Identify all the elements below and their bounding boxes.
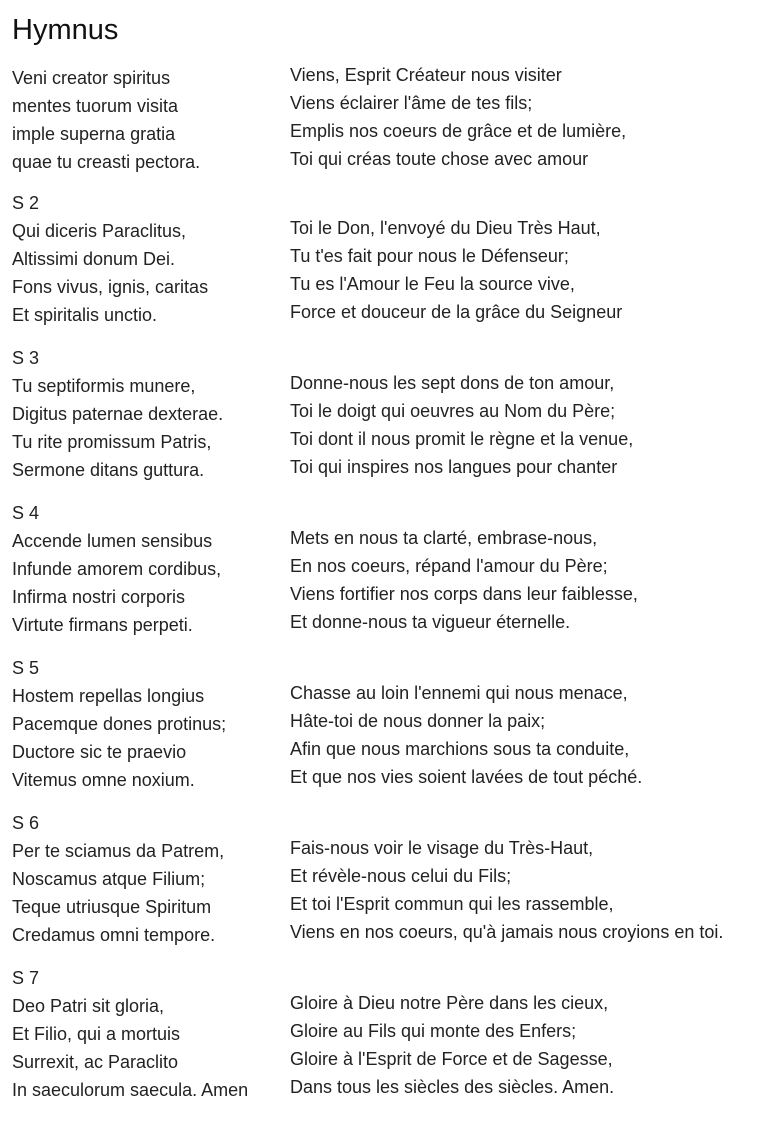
page-title: Hymnus bbox=[12, 14, 119, 46]
french-line: Emplis nos coeurs de grâce et de lumière, bbox=[290, 121, 627, 141]
latin-column bbox=[12, 527, 290, 639]
latin-line: Infirma nostri corporis bbox=[12, 587, 186, 607]
latin-line: Surrexit, ac Paraclito bbox=[12, 1052, 179, 1072]
stanza-1 bbox=[12, 64, 760, 176]
latin-column bbox=[12, 682, 290, 794]
latin-line: Deo Patri sit gloria, bbox=[12, 996, 165, 1016]
french-line: Dans tous les siècles des siècles. Amen. bbox=[290, 1077, 615, 1097]
latin-line: Teque utriusque Spiritum bbox=[12, 897, 212, 917]
stanza-7 bbox=[12, 968, 760, 1104]
latin-line: Hostem repellas longius bbox=[12, 686, 205, 706]
stanza-lines bbox=[12, 527, 760, 639]
stanza-5 bbox=[12, 658, 760, 794]
stanza-lines bbox=[12, 992, 760, 1104]
french-line: Fais-nous voir le visage du Très-Haut, bbox=[290, 838, 594, 858]
latin-line: In saeculorum saecula. Amen bbox=[12, 1080, 249, 1100]
stanza-lines bbox=[12, 64, 760, 176]
french-line: Toi qui inspires nos langues pour chanter bbox=[290, 457, 618, 477]
french-line: Chasse au loin l'ennemi qui nous menace, bbox=[290, 683, 628, 703]
french-line: Et toi l'Esprit commun qui les rassemble, bbox=[290, 894, 614, 914]
french-column bbox=[290, 217, 760, 329]
latin-line: quae tu creasti pectora. bbox=[12, 152, 201, 172]
french-line: Toi qui créas toute chose avec amour bbox=[290, 149, 589, 169]
french-line: En nos coeurs, répand l'amour du Père; bbox=[290, 556, 608, 576]
french-line: Gloire à Dieu notre Père dans les cieux, bbox=[290, 993, 609, 1013]
french-line: Force et douceur de la grâce du Seigneur bbox=[290, 302, 623, 322]
stanza-lines bbox=[12, 837, 760, 949]
latin-line: Noscamus atque Filium; bbox=[12, 869, 206, 889]
latin-line: Ductore sic te praevio bbox=[12, 742, 187, 762]
latin-line: Et spiritalis unctio. bbox=[12, 305, 158, 325]
latin-line: Accende lumen sensibus bbox=[12, 531, 213, 551]
french-line: Et que nos vies soient lavées de tout péché. bbox=[290, 767, 643, 787]
latin-column bbox=[12, 372, 290, 484]
french-column bbox=[290, 64, 760, 176]
stanza-label: S 5 bbox=[12, 658, 40, 678]
latin-column bbox=[12, 992, 290, 1104]
latin-line: Credamus omni tempore. bbox=[12, 925, 216, 945]
latin-line: Sermone ditans guttura. bbox=[12, 460, 205, 480]
stanza-label: S 4 bbox=[12, 503, 40, 523]
latin-line: Vitemus omne noxium. bbox=[12, 770, 195, 790]
stanza-label: S 2 bbox=[12, 193, 40, 213]
french-line: Viens fortifier nos corps dans leur faiblesse, bbox=[290, 584, 638, 604]
latin-line: Tu rite promissum Patris, bbox=[12, 432, 212, 452]
french-line: Et révèle-nous celui du Fils; bbox=[290, 866, 512, 886]
french-line: Viens en nos coeurs, qu'à jamais nous croyions en toi. bbox=[290, 922, 724, 942]
latin-line: Per te sciamus da Patrem, bbox=[12, 841, 225, 861]
stanza-label: S 7 bbox=[12, 968, 40, 988]
french-line: Hâte-toi de nous donner la paix; bbox=[290, 711, 546, 731]
french-line: Et donne-nous ta vigueur éternelle. bbox=[290, 612, 571, 632]
french-line: Gloire à l'Esprit de Force et de Sagesse, bbox=[290, 1049, 613, 1069]
stanza-lines bbox=[12, 372, 760, 484]
latin-column bbox=[12, 217, 290, 329]
latin-line: Altissimi donum Dei. bbox=[12, 249, 176, 269]
stanza-lines bbox=[12, 682, 760, 794]
latin-line: Veni creator spiritus bbox=[12, 68, 171, 88]
stanza-4 bbox=[12, 503, 760, 639]
french-line: Afin que nous marchions sous ta conduite, bbox=[290, 739, 630, 759]
french-line: Donne-nous les sept dons de ton amour, bbox=[290, 373, 615, 393]
french-line: Tu es l'Amour le Feu la source vive, bbox=[290, 274, 575, 294]
french-line: Tu t'es fait pour nous le Défenseur; bbox=[290, 246, 569, 266]
latin-line: Digitus paternae dexterae. bbox=[12, 404, 224, 424]
stanza-label: S 3 bbox=[12, 348, 40, 368]
latin-line: Et Filio, qui a mortuis bbox=[12, 1024, 181, 1044]
latin-column bbox=[12, 837, 290, 949]
french-line: Toi dont il nous promit le règne et la venue, bbox=[290, 429, 634, 449]
french-column bbox=[290, 682, 760, 794]
stanza-3 bbox=[12, 348, 760, 484]
latin-column bbox=[12, 64, 290, 176]
french-line: Toi le Don, l'envoyé du Dieu Très Haut, bbox=[290, 218, 601, 238]
latin-line: Tu septiformis munere, bbox=[12, 376, 196, 396]
french-line: Mets en nous ta clarté, embrase-nous, bbox=[290, 528, 598, 548]
stanza-label: S 6 bbox=[12, 813, 40, 833]
latin-line: mentes tuorum visita bbox=[12, 96, 179, 116]
stanza-lines bbox=[12, 217, 760, 329]
latin-line: Fons vivus, ignis, caritas bbox=[12, 277, 209, 297]
french-column bbox=[290, 837, 760, 949]
latin-line: imple superna gratia bbox=[12, 124, 176, 144]
french-column bbox=[290, 372, 760, 484]
latin-line: Qui diceris Paraclitus, bbox=[12, 221, 187, 241]
french-line: Viens, Esprit Créateur nous visiter bbox=[290, 65, 562, 85]
french-column bbox=[290, 992, 760, 1104]
latin-line: Infunde amorem cordibus, bbox=[12, 559, 222, 579]
stanza-6 bbox=[12, 813, 760, 949]
french-column bbox=[290, 527, 760, 639]
hymn-page bbox=[12, 0, 760, 1100]
french-line: Viens éclairer l'âme de tes fils; bbox=[290, 93, 533, 113]
latin-line: Virtute firmans perpeti. bbox=[12, 615, 193, 635]
latin-line: Pacemque dones protinus; bbox=[12, 714, 227, 734]
french-line: Gloire au Fils qui monte des Enfers; bbox=[290, 1021, 577, 1041]
stanza-2 bbox=[12, 193, 760, 329]
french-line: Toi le doigt qui oeuvres au Nom du Père; bbox=[290, 401, 616, 421]
